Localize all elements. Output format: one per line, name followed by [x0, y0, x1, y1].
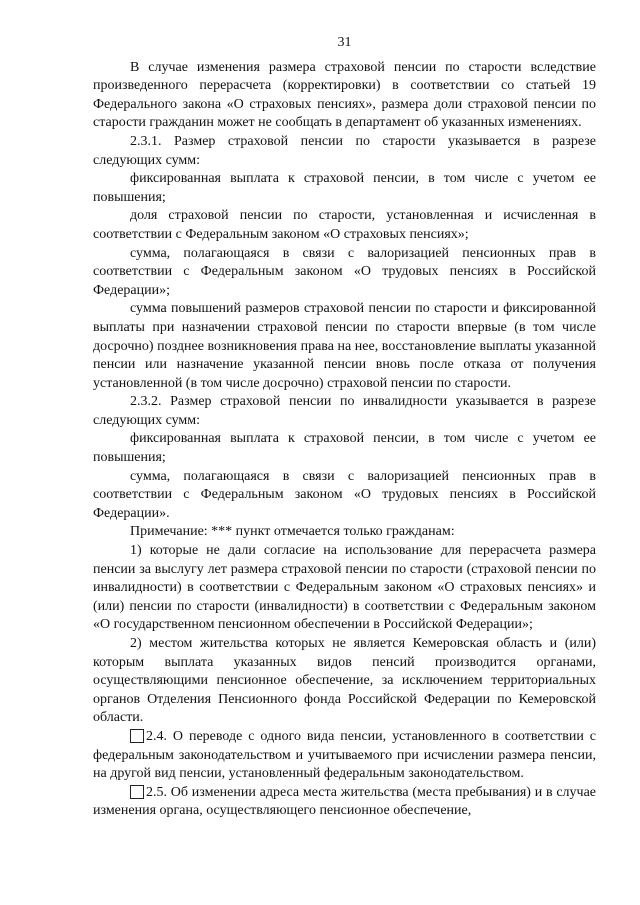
paragraph-fixed-payment-disability: фиксированная выплата к страховой пенсии, в том числе с учетом ее повышения;: [93, 431, 596, 466]
checkbox-item-2-4: [93, 728, 596, 784]
paragraph-valorization: сумма, полагающаяся в связи с валоризацией пенсионных прав в соответствии с Федеральным законом «О трудовых пенсиях в Российской Федерации»;: [93, 245, 596, 298]
paragraph-pension-share: доля страховой пенсии по старости, установленная и исчисленная в соответствии с Федеральным законом «О страховых пенсиях»;: [93, 208, 596, 242]
checkbox-2-5[interactable]: [130, 785, 144, 799]
paragraph-increase-amounts: сумма повышений размеров страховой пенсии по старости и фиксированной выплаты при назначении страховой пенсии по старости впервые (в том числе досрочно) позднее возникновения права на нее, восстановление выплаты указанной пенсии или назначение указанной пенсии вновь после отказа от получения установленной (в том числе досрочно) страховой пенсии по старости.: [93, 301, 596, 391]
paragraph-fixed-payment: фиксированная выплата к страховой пенсии, в том числе с учетом ее повышения;: [93, 171, 596, 205]
paragraph-2-3-1: 2.3.1. Размер страховой пенсии по старости указывается в разрезе следующих сумм:: [93, 133, 596, 168]
page-number: 31: [337, 35, 352, 50]
paragraph-recalculation-note: В случае изменения размера страховой пенсии по старости вследствие произведенного перерасчета (корректировки) в соответствии со статьей 19 Федерального закона «О страховых пенсиях», размера доли страховой пенсии по старости гражданин может не сообщать в департамент об указанных изменениях.: [93, 59, 596, 131]
paragraph-valorization-disability: сумма, полагающаяся в связи с валоризацией пенсионных прав в соответствии с Федеральным законом «О трудовых пенсиях в Российской Федерации».: [93, 468, 596, 521]
checkbox-2-4[interactable]: [130, 729, 144, 743]
checkbox-item-2-5: [93, 784, 596, 821]
checkbox-item-2-5-text: 2.5. Об изменении адреса места жительства (места пребывания) и в случае изменения органа, осуществляющего пенсионное обеспечение,: [93, 784, 596, 819]
paragraph-note-item-2: 2) местом жительства которых не является Кемеровская область и (или) которым выплата указанных видов пенсий производится органами, осуществляющими пенсионное обеспечение, за исключением территориальных органов Отделения Пенсионного фонда Российской Федерации по Кемеровской области.: [93, 636, 596, 726]
paragraph-note-item-1: 1) которые не дали согласие на использование для перерасчета размера пенсии за выслугу лет размера страховой пенсии по старости (страховой пенсии по инвалидности) в соответствии с Федеральным законом «О страховых пенсиях» и (или) пенсии по старости (инвалидности) в соответствии с Федеральным законом «О государственном пенсионном обеспечении в Российской Федерации»;: [93, 543, 596, 633]
paragraph-note: Примечание: *** пункт отмечается только гражданам:: [130, 524, 455, 540]
paragraph-2-3-2: 2.3.2. Размер страховой пенсии по инвалидности указывается в разрезе следующих сумм:: [93, 394, 596, 428]
checkbox-item-2-4-text: 2.4. О переводе с одного вида пенсии, установленного в соответствии с федеральным законодательством и учитываемого при исчислении размера пенсии, на другой вид пенсии, установленный федеральным законодательством.: [93, 728, 596, 782]
